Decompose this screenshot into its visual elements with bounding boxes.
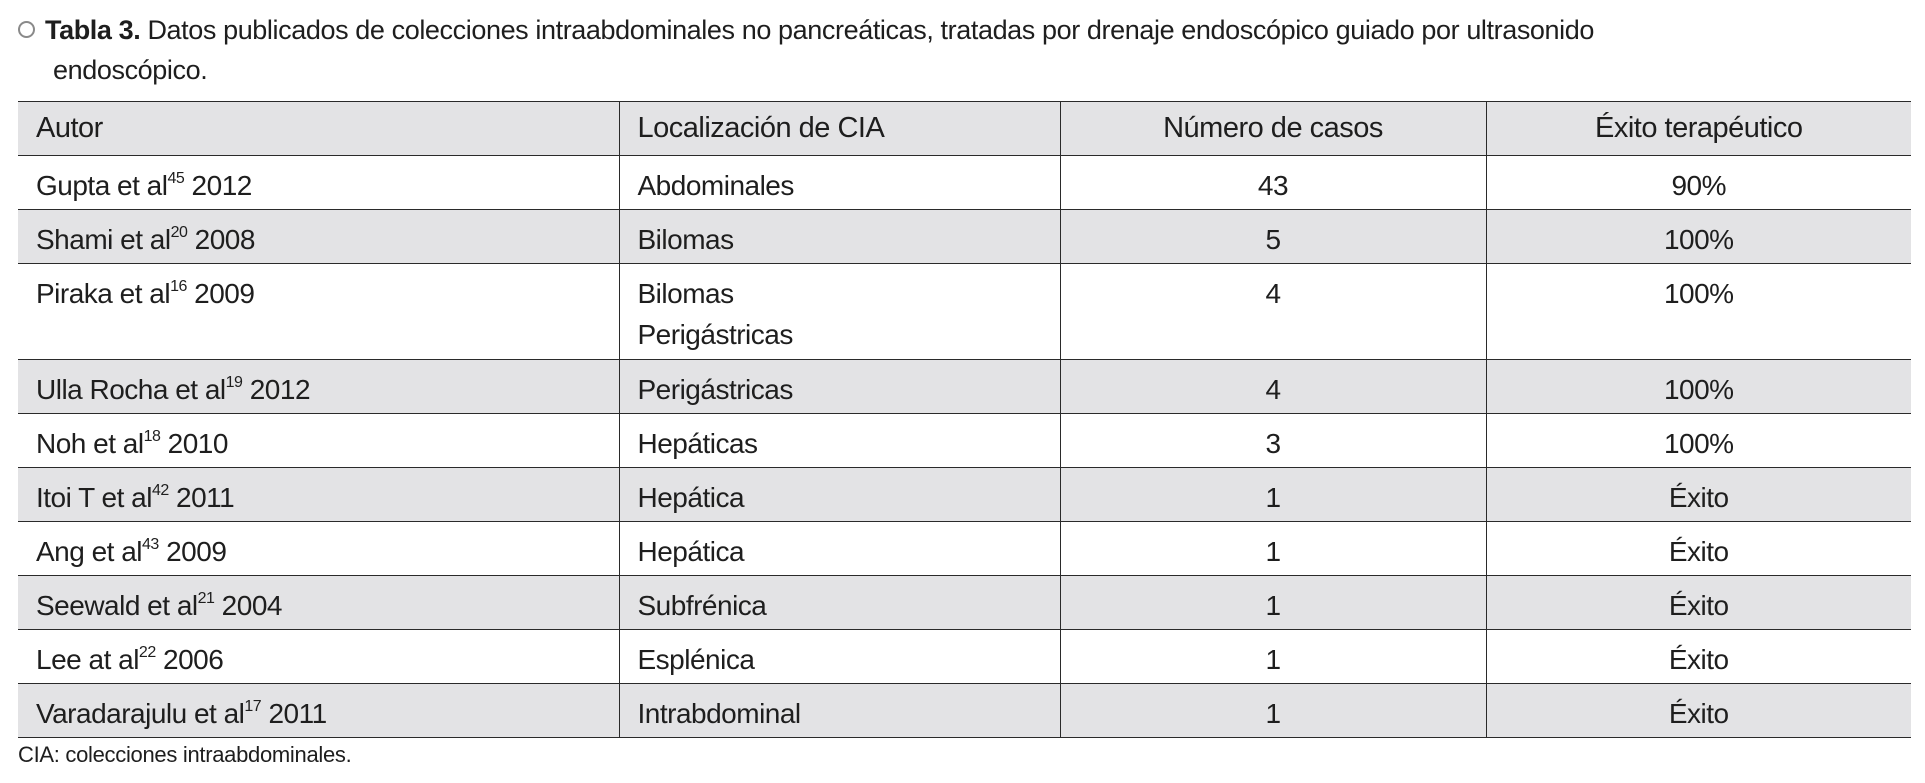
- caption-text: Datos publicados de colecciones intraabdominales no pancreáticas, tratadas por drenaje endoscópico guiado por ultrasonido: [140, 15, 1594, 45]
- cases-cell: 1: [1060, 468, 1486, 522]
- author-name: Varadarajulu et al: [36, 698, 245, 729]
- header-localizacion: Localización de CIA: [619, 102, 1060, 156]
- success-cell: Éxito: [1486, 576, 1911, 630]
- author-year: 2011: [261, 698, 327, 729]
- author-cell: [18, 468, 619, 522]
- cases-cell: 1: [1060, 684, 1486, 738]
- cases-cell: 5: [1060, 210, 1486, 264]
- reference-number: 20: [170, 224, 188, 241]
- author-year: 2010: [160, 428, 228, 459]
- location-cell: Bilomas: [619, 210, 1060, 264]
- table-row: [18, 576, 1911, 630]
- success-cell: 100%: [1486, 210, 1911, 264]
- header-exito: Éxito terapéutico: [1486, 102, 1911, 156]
- author-year: 2006: [155, 644, 224, 675]
- location-cell: Subfrénica: [619, 576, 1060, 630]
- author-name: Itoi T et al: [36, 482, 152, 513]
- author-year: 2009: [186, 278, 255, 309]
- success-cell: 100%: [1486, 414, 1911, 468]
- reference-number: 22: [138, 644, 156, 661]
- table-row: [18, 264, 1911, 360]
- cases-cell: 1: [1060, 576, 1486, 630]
- success-cell: Éxito: [1486, 630, 1911, 684]
- author-name: Seewald et al: [36, 590, 198, 621]
- location-line-1: Bilomas: [637, 278, 734, 309]
- cases-cell: 3: [1060, 414, 1486, 468]
- author-name: Ang et al: [36, 536, 143, 567]
- caption-line-1: [18, 10, 1913, 50]
- caption-label: Tabla 3.: [45, 15, 141, 45]
- author-name: Lee at al: [36, 644, 139, 675]
- reference-number: 21: [197, 590, 215, 607]
- author-year: 2012: [184, 170, 252, 201]
- reference-number: 19: [225, 374, 243, 391]
- author-year: 2012: [242, 374, 311, 405]
- author-cell: [18, 264, 619, 360]
- success-cell: Éxito: [1486, 684, 1911, 738]
- success-cell: Éxito: [1486, 468, 1911, 522]
- author-year: 2009: [158, 536, 227, 567]
- table-row: [18, 360, 1911, 414]
- author-name: Shami et al: [36, 224, 171, 255]
- author-name: Gupta et al: [36, 170, 168, 201]
- location-line-2: Perigástricas: [637, 319, 793, 350]
- author-name: Noh et al: [36, 428, 144, 459]
- location-cell: Hepática: [619, 522, 1060, 576]
- author-year: 2004: [214, 590, 282, 621]
- success-cell: Éxito: [1486, 522, 1911, 576]
- header-row: [18, 102, 1911, 156]
- reference-number: 17: [244, 698, 262, 715]
- cases-cell: 4: [1060, 264, 1486, 360]
- author-year: 2011: [168, 482, 235, 513]
- cases-cell: 1: [1060, 630, 1486, 684]
- table-row: [18, 684, 1911, 738]
- reference-number: 16: [170, 278, 187, 295]
- author-cell: [18, 684, 619, 738]
- author-cell: [18, 630, 619, 684]
- success-cell: 100%: [1486, 264, 1911, 360]
- location-cell: Intrabdominal: [619, 684, 1060, 738]
- success-cell: 90%: [1486, 156, 1911, 210]
- reference-number: 18: [143, 428, 161, 445]
- author-cell: [18, 210, 619, 264]
- author-cell: [18, 576, 619, 630]
- location-cell: [619, 264, 1060, 360]
- author-cell: [18, 522, 619, 576]
- location-cell: Hepáticas: [619, 414, 1060, 468]
- author-year: 2008: [187, 224, 255, 255]
- caption-line-2: endoscópico.: [53, 55, 208, 85]
- cases-cell: 1: [1060, 522, 1486, 576]
- table-row: [18, 414, 1911, 468]
- reference-number: 42: [151, 482, 169, 499]
- author-cell: [18, 360, 619, 414]
- table-row: [18, 468, 1911, 522]
- circle-bullet-icon: [18, 21, 35, 38]
- author-name: Piraka et al: [36, 278, 171, 309]
- table-caption: [18, 10, 1913, 90]
- location-cell: Hepática: [619, 468, 1060, 522]
- table-footnote: CIA: colecciones intraabdominales.: [18, 742, 352, 767]
- location-cell: Abdominales: [619, 156, 1060, 210]
- reference-number: 45: [167, 170, 185, 187]
- location-cell: Esplénica: [619, 630, 1060, 684]
- success-cell: 100%: [1486, 360, 1911, 414]
- header-autor: Autor: [18, 102, 619, 156]
- location-cell: Perigástricas: [619, 360, 1060, 414]
- author-cell: [18, 414, 619, 468]
- reference-number: 43: [142, 536, 159, 553]
- table-row: [18, 156, 1911, 210]
- data-table: [18, 101, 1911, 738]
- table-row: [18, 522, 1911, 576]
- author-name: Ulla Rocha et al: [36, 374, 226, 405]
- cases-cell: 43: [1060, 156, 1486, 210]
- table-row: [18, 630, 1911, 684]
- header-numero-casos: Número de casos: [1060, 102, 1486, 156]
- table-row: [18, 210, 1911, 264]
- author-cell: [18, 156, 619, 210]
- cases-cell: 4: [1060, 360, 1486, 414]
